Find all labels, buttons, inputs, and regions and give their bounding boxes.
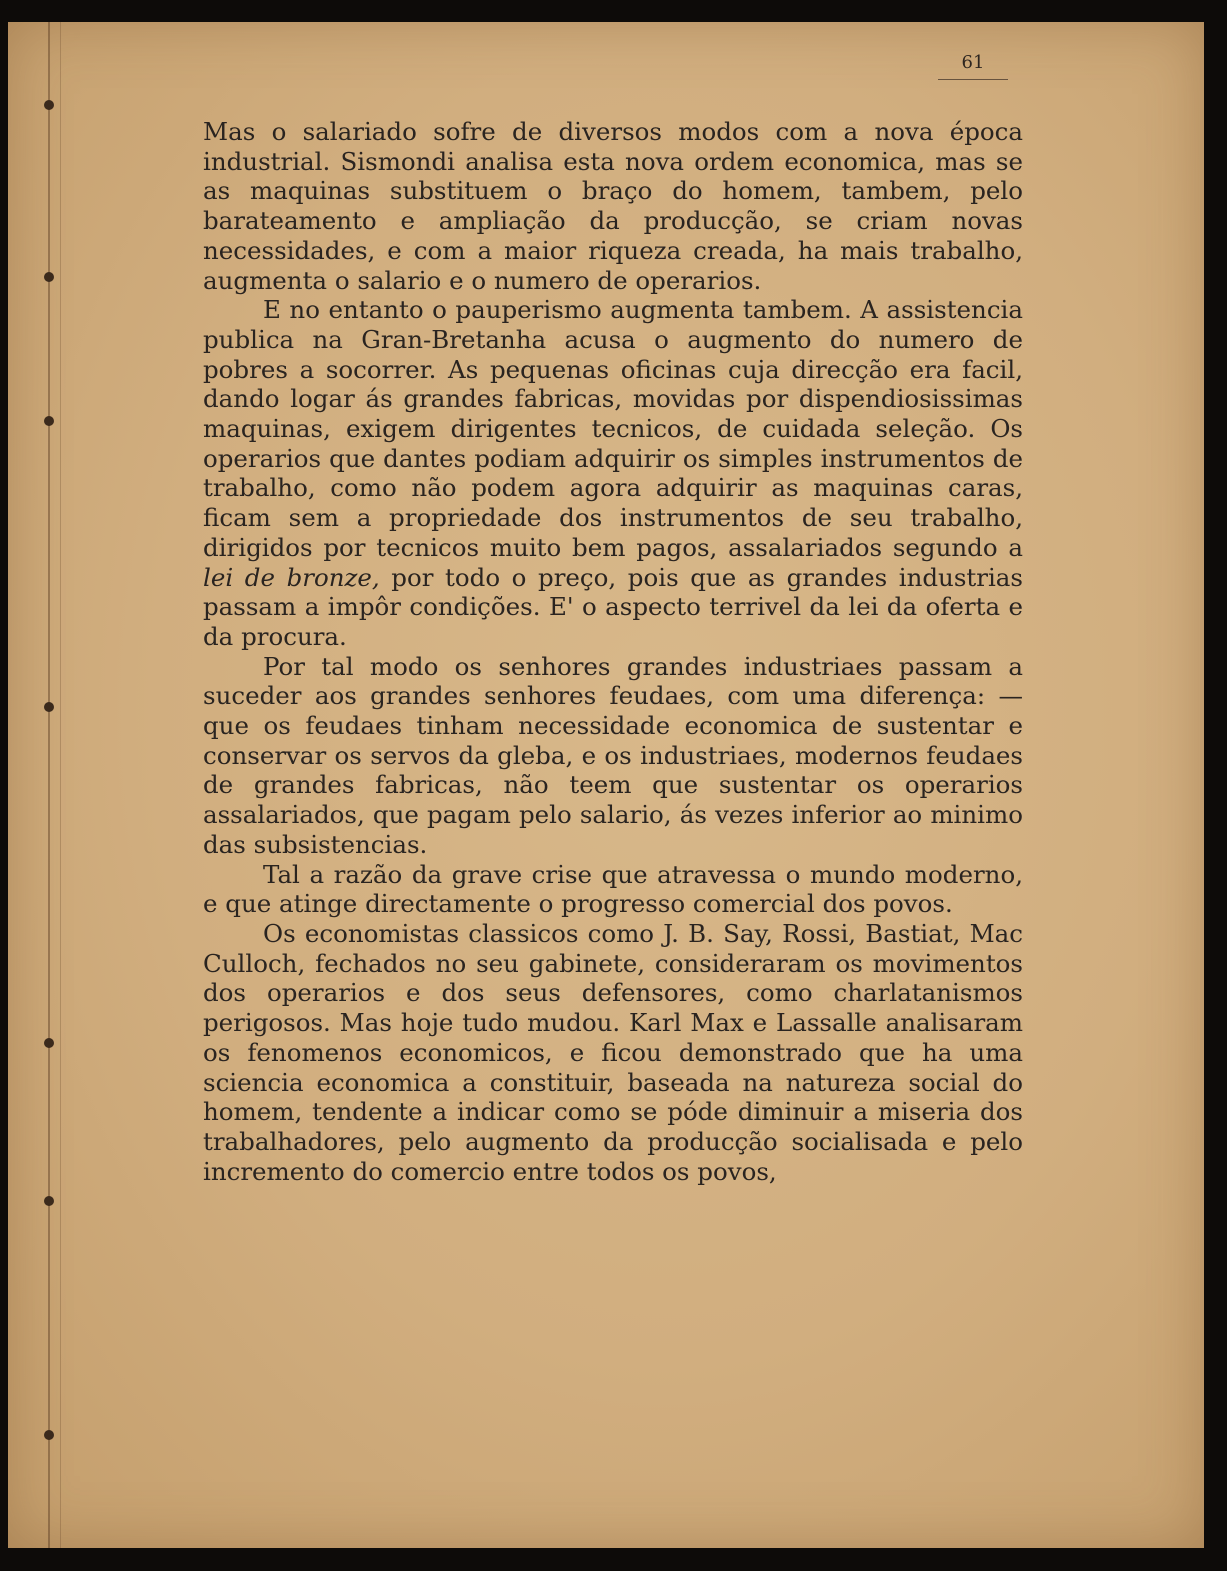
binding-stitch bbox=[44, 416, 54, 426]
book-page bbox=[8, 22, 1204, 1548]
body-text bbox=[203, 117, 1023, 1186]
paragraph-4: Tal a razão da grave crise que atravessa o mundo moderno, e que atinge directamente o progresso comercial dos povos. bbox=[203, 859, 1023, 919]
binding-stitch bbox=[44, 100, 54, 110]
paragraph-2-text-before: E no entanto o pauperismo augmenta tambem. A assistencia publica na Gran-Bretanha acusa o augmento do numero de pobres a socorrer. As pequenas oficinas cuja direcção era facil, dando logar ás grandes fabricas, movidas por dispendiosissimas maquinas, exigem dirigentes tecnicos, de cuidada seleção. Os operarios que dantes podiam adquirir os simples instrumentos de trabalho, como não podem agora adquirir as maquinas caras, ficam sem a propriedade dos instrumentos de seu trabalho, dirigidos por tecnicos muito bem pagos, assalariados segundo a bbox=[203, 295, 1023, 562]
page-number: 61 bbox=[938, 52, 1008, 80]
binding-stitch bbox=[44, 702, 54, 712]
binding-stitch bbox=[44, 272, 54, 282]
paragraph-3: Por tal modo os senhores grandes industriaes passam a suceder aos grandes senhores feudaes, com uma diferença: — que os feudaes tinham necessidade economica de sustentar e conservar os servos da gleba, e os industriaes, modernos feudaes de grandes fabricas, não teem que sustentar os operarios assalariados, que pagam pelo salario, ás vezes inferior ao minimo das subsistencias. bbox=[203, 651, 1023, 859]
binding-stitch bbox=[44, 1430, 54, 1440]
paragraph-2-text-after: por todo o preço, pois que as grandes industrias passam a impôr condições. E' o aspecto terrivel da lei da oferta e da procura. bbox=[203, 562, 1023, 651]
page-binding bbox=[48, 22, 61, 1548]
binding-stitch bbox=[44, 1038, 54, 1048]
paragraph-2-emphasis: lei de bronze, bbox=[203, 562, 380, 592]
paragraph-5: Os economistas classicos como J. B. Say, Rossi, Bastiat, Mac Culloch, fechados no seu gabinete, consideraram os movimentos dos operarios e dos seus defensores, como charlatanismos perigosos. Mas hoje tudo mudou. Karl Max e Lassalle analisaram os fenomenos economicos, e ficou demonstrado que ha uma sciencia economica a constituir, baseada na natureza social do homem, tendente a indicar como se póde diminuir a miseria dos trabalhadores, pelo augmento da producção socialisada e pelo incremento do comercio entre todos os povos, bbox=[203, 918, 1023, 1186]
binding-stitch bbox=[44, 1196, 54, 1206]
paragraph-2 bbox=[203, 295, 1023, 651]
paragraph-1: Mas o salariado sofre de diversos modos com a nova época industrial. Sismondi analisa esta nova ordem economica, mas se as maquinas substituem o braço do homem, tambem, pelo barateamento e ampliação da producção, se criam novas necessidades, e com a maior riqueza creada, ha mais trabalho, augmenta o salario e o numero de operarios. bbox=[203, 117, 1023, 295]
